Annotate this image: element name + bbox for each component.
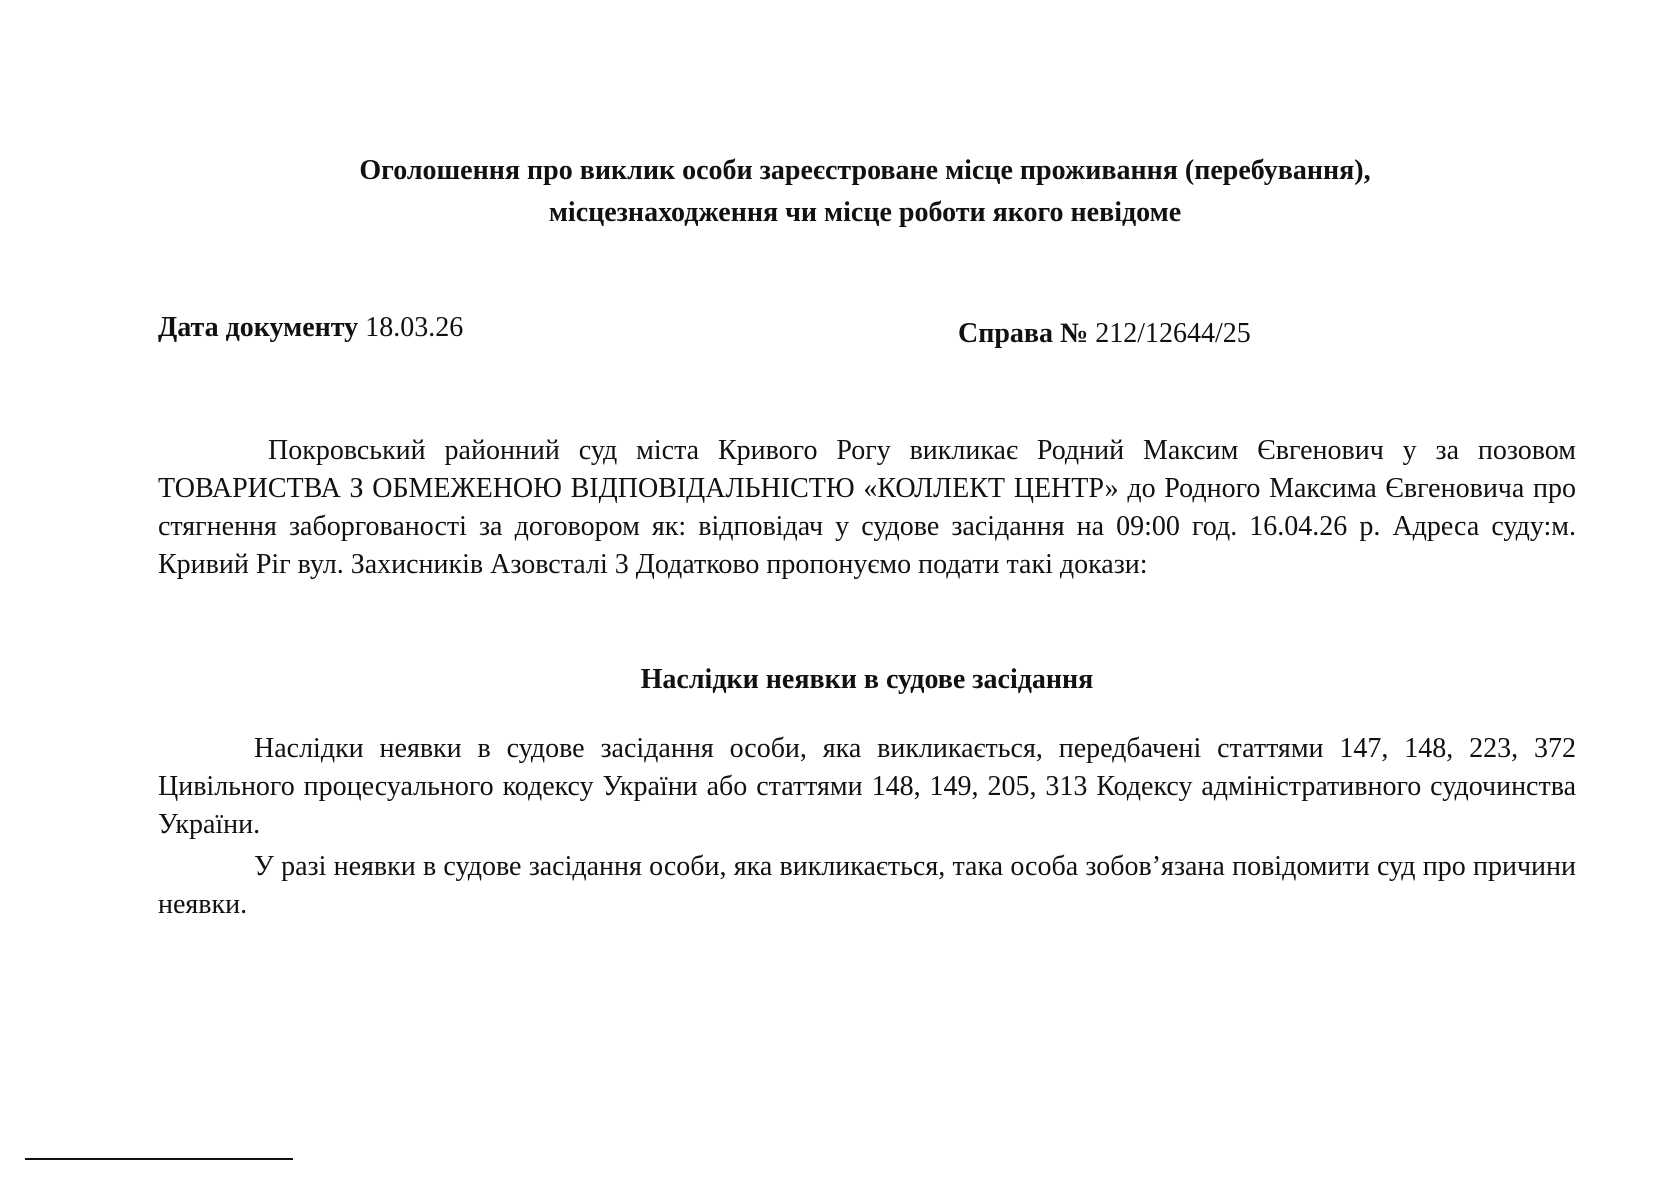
consequences-heading: Наслідки неявки в судове засідання [640, 664, 1094, 695]
case-label: Справа № [958, 318, 1089, 349]
obligation-paragraph: У разі неявки в судове засідання особи, яка викликається, така особа зобов’язана повідомити суд про причини неявки. [158, 851, 1576, 920]
date-value: 18.03.26 [365, 312, 464, 343]
case-value: 212/12644/25 [1095, 318, 1251, 349]
footnote-divider [25, 1158, 293, 1160]
date-label: Дата документу [158, 312, 359, 343]
title-line-2: місцезнаходження чи місце роботи якого невідоме [548, 197, 1182, 228]
title-line-1: Оголошення про виклик особи зареєстроване місце проживання (перебування), [359, 155, 1371, 186]
document-title [200, 150, 1530, 234]
document-date [158, 312, 463, 344]
case-number [958, 318, 1251, 350]
consequences-paragraph: Наслідки неявки в судове засідання особи, яка викликається, передбачені статтями 147, 148, 223, 372 Цивільного процесуального кодексу України або статтями 148, 149, 205, 313 Кодексу адміністративного судочинства України. [158, 733, 1576, 840]
intro-paragraph: Покровський районний суд міста Кривого Рогу викликає Родний Максим Євгенович у за позовом ТОВАРИСТВА З ОБМЕЖЕНОЮ ВІДПОВІДАЛЬНІСТЮ «КОЛЛЕКТ ЦЕНТР» до Родного Максима Євгеновича про стягнення заборгованості за договором як: відповідач у судове засідання на 09:00 год. 16.04.26 р. Адреса суду:м. Кривий Ріг вул. Захисників Азовсталі 3 Додатково пропонуємо подати такі докази: [158, 435, 1576, 580]
